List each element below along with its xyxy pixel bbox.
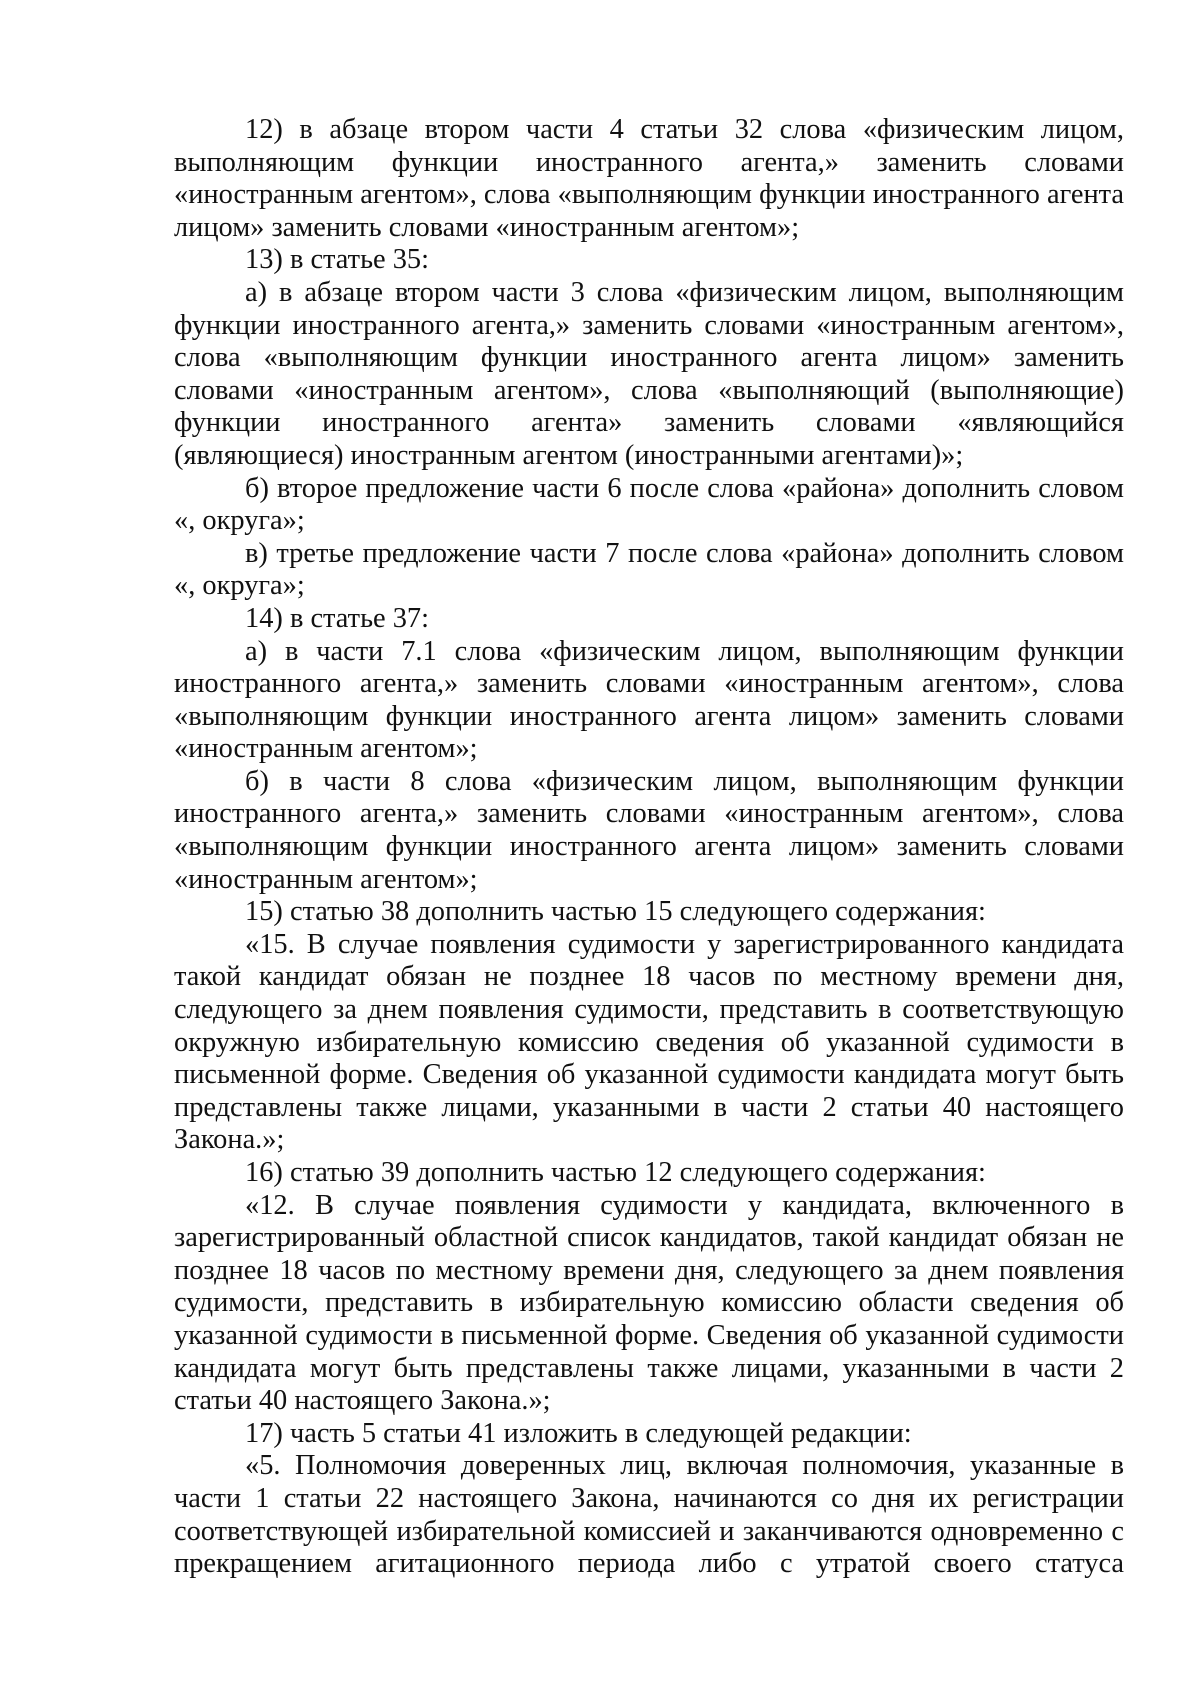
paragraph-item-13-heading: 13) в статье 35: <box>245 244 429 276</box>
paragraph-item-14b: б) в части 8 слова «физическим лицом, выполняющим функции иностранного агента,» заменить словами «иностранным агентом», слова «выполняющим функции иностранного агента лицом» заменить словами «иностранным агентом»; <box>174 765 1124 895</box>
paragraph-item-14-heading: 14) в статье 37: <box>245 602 429 634</box>
paragraph-item-13b: б) второе предложение части 6 после слова «района» дополнить словом «, округа»; <box>174 472 1124 537</box>
document-page <box>174 114 1124 1581</box>
paragraph-item-17-text: «5. Полномочия доверенных лиц, включая полномочия, указанные в части 1 статьи 22 настоящего Закона, начинаются со дня их регистрации соответствующей избирательной комиссией и заканчиваются одновременно с прекращением агитационного периода либо с утратой своего статуса <box>174 1450 1124 1580</box>
paragraph-item-12: 12) в абзаце втором части 4 статьи 32 слова «физическим лицом, выполняющим функции иностранного агента,» заменить словами «иностранным агентом», слова «выполняющим функции иностранного агента лицом» заменить словами «иностранным агентом»; <box>174 114 1124 243</box>
paragraph-item-15-heading: 15) статью 38 дополнить частью 15 следующего содержания: <box>245 896 986 928</box>
paragraph-item-13a: а) в абзаце втором части 3 слова «физическим лицом, выполняющим функции иностранного агента,» заменить словами «иностранным агентом», слова «выполняющим функции иностранного агента лицом» заменить словами «иностранным агентом», слова «выполняющий (выполняющие) функции иностранного агента» заменить словами «являющийся (являющиеся) иностранным агентом (иностранными агентами)»; <box>174 276 1124 471</box>
paragraph-item-16-heading: 16) статью 39 дополнить частью 12 следующего содержания: <box>245 1157 986 1188</box>
paragraph-item-14a: а) в части 7.1 слова «физическим лицом, выполняющим функции иностранного агента,» заменить словами «иностранным агентом», слова «выполняющим функции иностранного агента лицом» заменить словами «иностранным агентом»; <box>174 635 1124 765</box>
paragraph-item-15-text: «15. В случае появления судимости у зарегистрированного кандидата такой кандидат обязан не позднее 18 часов по местному времени дня, следующего за днем появления судимости, представить в соответствующую окружную избирательную комиссию сведения об указанной судимости в письменной форме. Сведения об указанной судимости кандидата могут быть представлены также лицами, указанными в части 2 статьи 40 настоящего Закона.»; <box>174 928 1124 1156</box>
paragraph-item-17-heading: 17) часть 5 статьи 41 изложить в следующей редакции: <box>245 1417 912 1449</box>
paragraph-item-16-text: «12. В случае появления судимости у кандидата, включенного в зарегистрированный областной список кандидатов, такой кандидат обязан не позднее 18 часов по местному времени дня, следующего за днем появления судимости, представить в избирательную комиссию области сведения об указанной судимости в письменной форме. Сведения об указанной судимости кандидата могут быть представлены также лицами, указанными в части 2 статьи 40 настоящего Закона.»; <box>174 1189 1124 1417</box>
paragraph-item-13c: в) третье предложение части 7 после слова «района» дополнить словом «, округа»; <box>174 537 1124 602</box>
